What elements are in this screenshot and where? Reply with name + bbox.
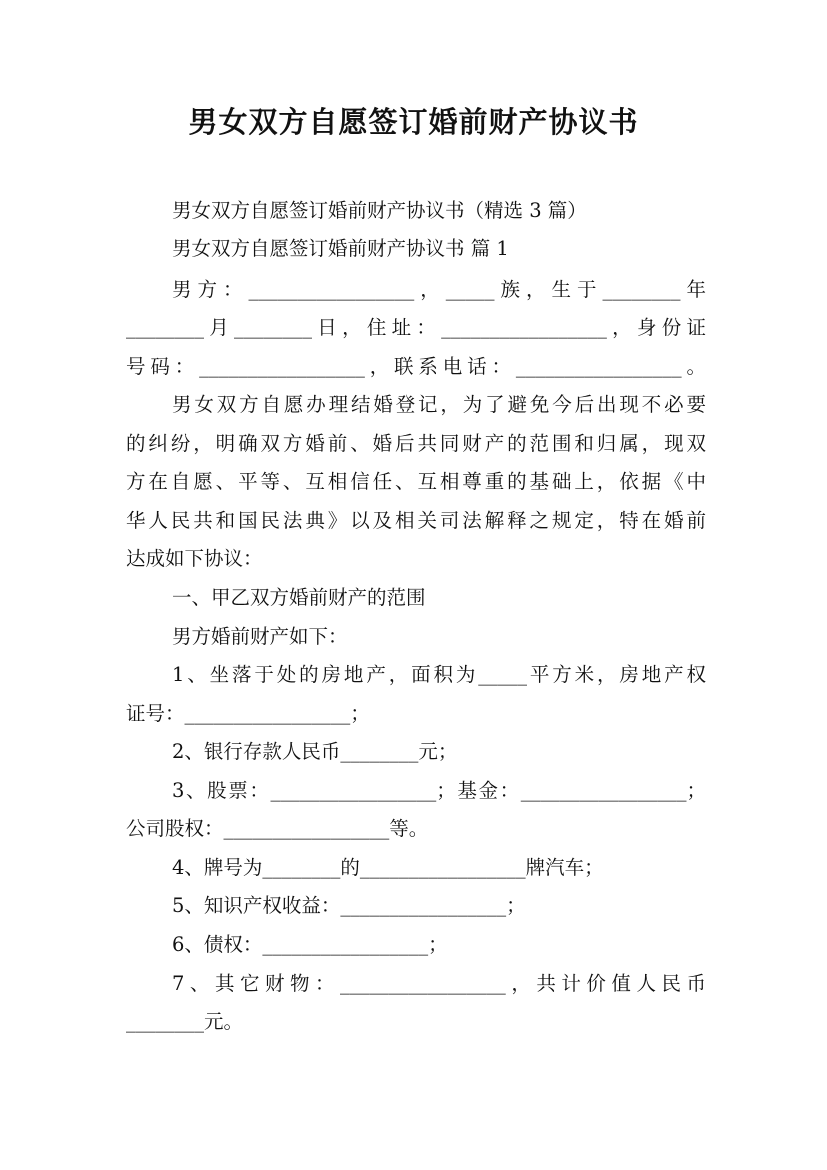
preamble-line: 华人民共和国民法典》以及相关司法解释之规定，特在婚前 — [126, 509, 706, 532]
party-info-line: 号码：_________________，联系电话：_________________。 — [126, 355, 706, 378]
property-item: ________元。 — [126, 1010, 244, 1033]
preamble-line: 达成如下协议： — [126, 547, 263, 570]
preamble-line: 的纠纷，明确双方婚前、婚后共同财产的范围和归属，现双 — [126, 432, 706, 455]
clause-text: 男方婚前财产如下： — [172, 625, 348, 648]
property-item: 1、坐落于处的房地产，面积为_____平方米，房地产权 — [172, 663, 706, 686]
property-item: 证号：_________________； — [126, 702, 370, 725]
preamble-line: 方在自愿、平等、互相信任、互相尊重的基础上，依据《中 — [126, 470, 706, 493]
property-item: 6、债权：_________________； — [172, 933, 448, 956]
preamble-line: 男女双方自愿办理结婚登记，为了避免今后出现不必要 — [172, 393, 706, 416]
clause-heading: 一、甲乙双方婚前财产的范围 — [172, 586, 426, 609]
property-item: 3、股票：_________________；基金：_________________； — [172, 779, 706, 802]
property-item: 7、其它财物：_________________，共计价值人民币 — [172, 972, 706, 995]
subtitle-line: 男女双方自愿签订婚前财产协议书（精选 3 篇） — [172, 199, 587, 222]
document-title: 男女双方自愿签订婚前财产协议书 — [188, 105, 639, 139]
section-heading: 男女双方自愿签订婚前财产协议书 篇 1 — [172, 237, 509, 260]
property-item: 5、知识产权收益：_________________； — [172, 894, 526, 917]
property-item: 2、银行存款人民币________元； — [172, 740, 458, 763]
property-item: 4、牌号为________的_________________牌汽车； — [172, 856, 604, 879]
property-item: 公司股权：_________________等。 — [126, 817, 429, 840]
party-info-line: 男方：_________________，_____族，生于________年 — [172, 278, 706, 301]
party-info-line: ________月________日，住址：_________________，身份证 — [126, 316, 706, 339]
